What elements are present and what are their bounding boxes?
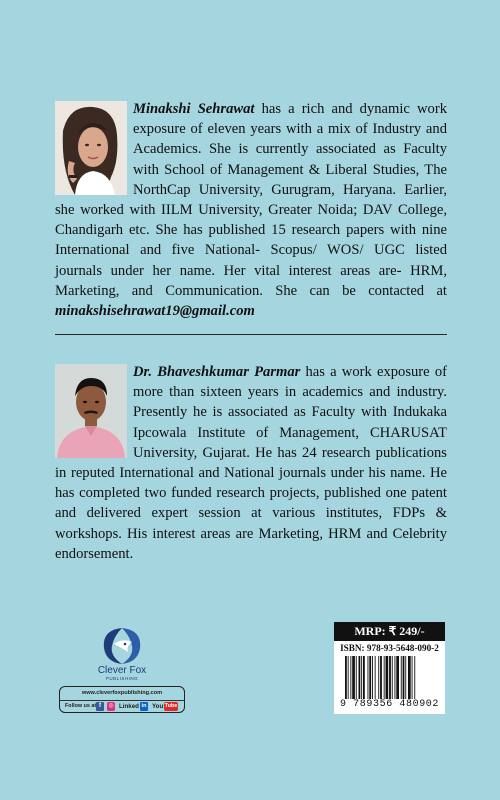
price-label: MRP: ₹ 249/- <box>334 622 445 641</box>
publisher-website[interactable]: www.cleverfoxpublishing.com <box>81 690 163 696</box>
facebook-icon[interactable]: f <box>96 702 104 711</box>
isbn-text: ISBN: 978-93-5648-090-2 <box>340 643 439 653</box>
linkedin-icon[interactable]: in <box>141 703 147 709</box>
publisher-sub: PUBLISHING <box>105 676 139 681</box>
author1-name: Minakshi Sehrawat <box>133 101 255 117</box>
youtube-icon[interactable]: Tube <box>164 703 178 709</box>
fox-logo-icon <box>92 626 152 666</box>
contact-divider <box>60 700 184 701</box>
instagram-icon[interactable]: ◎ <box>108 703 114 709</box>
barcode-number: 9 789356 480902 <box>339 699 439 710</box>
author2-bio <box>55 362 447 564</box>
author1-email[interactable]: minakshisehrawat19@gmail.com <box>55 303 255 320</box>
author2-bio-text: has a work exposure of more than sixteen years in academics and industry. Presently he is associated as Faculty with Indukaka Ipcowala Institute of Management, CHARUSAT University, Gujarat. He has 24 research publications in reputed International and National journals under his name. He has completed two funded research projects, published one patent and delivered expert session at various institutes, FDPs & workshops. His interest areas are Marketing, HRM and Celebrity endorsement. <box>55 364 447 562</box>
section-divider <box>55 334 447 335</box>
youtube-label[interactable]: You <box>152 703 164 710</box>
author2-name: Dr. Bhaveshkumar Parmar <box>133 364 301 380</box>
publisher-name: Clever Fox <box>97 665 147 676</box>
barcode-icon <box>345 656 438 699</box>
author1-bio-text: has a rich and dynamic work exposure of eleven years with a mix of Industry and Academics. She is currently associated as Faculty with School of Management & Liberal Studies, The NorthCap University, Gurugram, Haryana. Earlier, she worked with IILM University, Greater Noida; DAV College, Chandigarh etc. She has published 15 research papers with nine International and five National- Scopus/ WOS/ UGC listed journals under her name. Her vital interest areas are- HRM, Marketing, and Communication. She can be contacted at <box>55 101 447 299</box>
linkedin-label[interactable]: Linked <box>119 703 139 710</box>
author1-photo <box>55 101 127 195</box>
publisher-contact-box <box>59 686 185 713</box>
barcode-box <box>334 641 445 714</box>
follow-label: Follow us at <box>65 703 97 709</box>
author1-bio <box>55 99 447 321</box>
author2-photo <box>55 364 127 458</box>
